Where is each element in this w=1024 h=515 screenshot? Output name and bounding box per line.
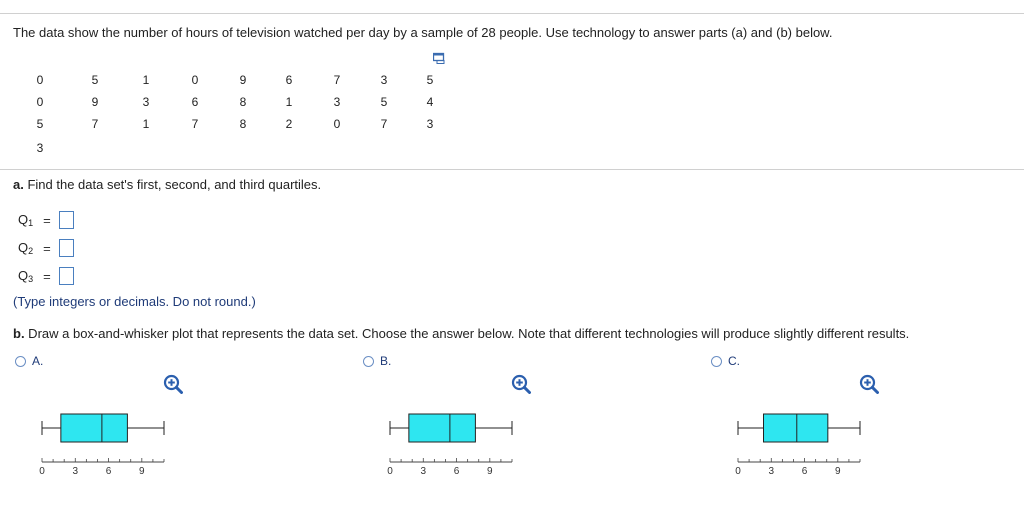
q3-input[interactable]	[59, 267, 74, 285]
data-cell: 5	[426, 73, 434, 87]
x-tick-label: 3	[72, 466, 79, 477]
option-c-radio[interactable]	[711, 356, 722, 367]
q3-label: $Q_3$	[18, 268, 34, 284]
x-tick-label: 0	[387, 466, 393, 477]
x-tick-label: 0	[39, 466, 45, 477]
top-divider	[0, 13, 1024, 14]
data-cell: 3	[333, 95, 341, 109]
data-cell: 0	[333, 117, 341, 131]
part-a-prompt	[13, 177, 321, 192]
option-a[interactable]	[15, 354, 43, 368]
boxplot-option-c	[728, 405, 868, 485]
q1-row	[18, 210, 74, 230]
q1-equals: =	[43, 212, 51, 228]
x-tick-label: 6	[801, 466, 808, 477]
data-cell: 2	[285, 117, 293, 131]
question-text: The data show the number of hours of television watched per day by a sample of 28 people. Use technology to answer parts (a) and (b) below.	[13, 25, 833, 40]
part-b-letter: b.	[13, 326, 25, 341]
x-tick-label: 6	[105, 466, 112, 477]
option-a-label: A.	[32, 354, 44, 368]
data-cell: 8	[239, 95, 247, 109]
option-b-radio[interactable]	[363, 356, 374, 367]
x-tick-label: 6	[453, 466, 460, 477]
part-b-prompt	[13, 326, 909, 341]
q2-equals: =	[43, 240, 51, 256]
option-a-radio[interactable]	[15, 356, 26, 367]
q3-equals: =	[43, 268, 51, 284]
part-a-letter: a.	[13, 177, 24, 192]
data-cell: 3	[36, 141, 44, 155]
zoom-in-icon[interactable]	[511, 374, 531, 394]
data-cell: 6	[285, 73, 293, 87]
data-cell: 0	[191, 73, 199, 87]
data-cell: 9	[239, 73, 247, 87]
q2-input[interactable]	[59, 239, 74, 257]
data-cell: 6	[191, 95, 199, 109]
option-b-label: B.	[380, 354, 392, 368]
part-a-text: Find the data set's first, second, and third quartiles.	[23, 177, 322, 192]
data-cell: 4	[426, 95, 434, 109]
x-tick-label: 9	[487, 466, 493, 477]
box-iqr	[61, 414, 128, 442]
data-cell: 7	[333, 73, 341, 87]
option-b[interactable]	[363, 354, 391, 368]
data-cell: 9	[91, 95, 99, 109]
x-tick-label: 3	[420, 466, 427, 477]
section-divider	[0, 169, 1024, 170]
x-tick-label: 0	[735, 466, 741, 477]
data-cell: 1	[285, 95, 293, 109]
part-b-text: Draw a box-and-whisker plot that represents the data set. Choose the answer below. Note that different technologies will produce slightly different results.	[24, 326, 910, 341]
data-cell: 1	[142, 117, 150, 131]
data-cell: 7	[191, 117, 199, 131]
x-tick-label: 9	[139, 466, 145, 477]
answer-hint: (Type integers or decimals. Do not round.)	[13, 294, 256, 309]
box-iqr	[409, 414, 476, 442]
data-cell: 8	[239, 117, 247, 131]
q2-row	[18, 238, 74, 258]
data-cell: 1	[142, 73, 150, 87]
data-cell: 5	[380, 95, 388, 109]
data-cell: 0	[36, 73, 44, 87]
zoom-in-icon[interactable]	[859, 374, 879, 394]
data-cell: 7	[91, 117, 99, 131]
q1-input[interactable]	[59, 211, 74, 229]
boxplot-option-a	[32, 405, 172, 485]
data-cell: 5	[36, 117, 44, 131]
option-c-label: C.	[728, 354, 740, 368]
q1-label: $Q_1$	[18, 212, 34, 228]
boxplot-option-b	[380, 405, 520, 485]
q3-row	[18, 266, 74, 286]
zoom-in-icon[interactable]	[163, 374, 183, 394]
x-tick-label: 9	[835, 466, 841, 477]
data-cell: 3	[426, 117, 434, 131]
copy-data-icon[interactable]	[433, 52, 445, 64]
data-cell: 3	[142, 95, 150, 109]
option-c[interactable]	[711, 354, 740, 368]
box-iqr	[764, 414, 828, 442]
data-cell: 5	[91, 73, 99, 87]
q2-label: $Q_2$	[18, 240, 34, 256]
data-cell: 3	[380, 73, 388, 87]
data-cell: 0	[36, 95, 44, 109]
data-cell: 7	[380, 117, 388, 131]
x-tick-label: 3	[768, 466, 775, 477]
